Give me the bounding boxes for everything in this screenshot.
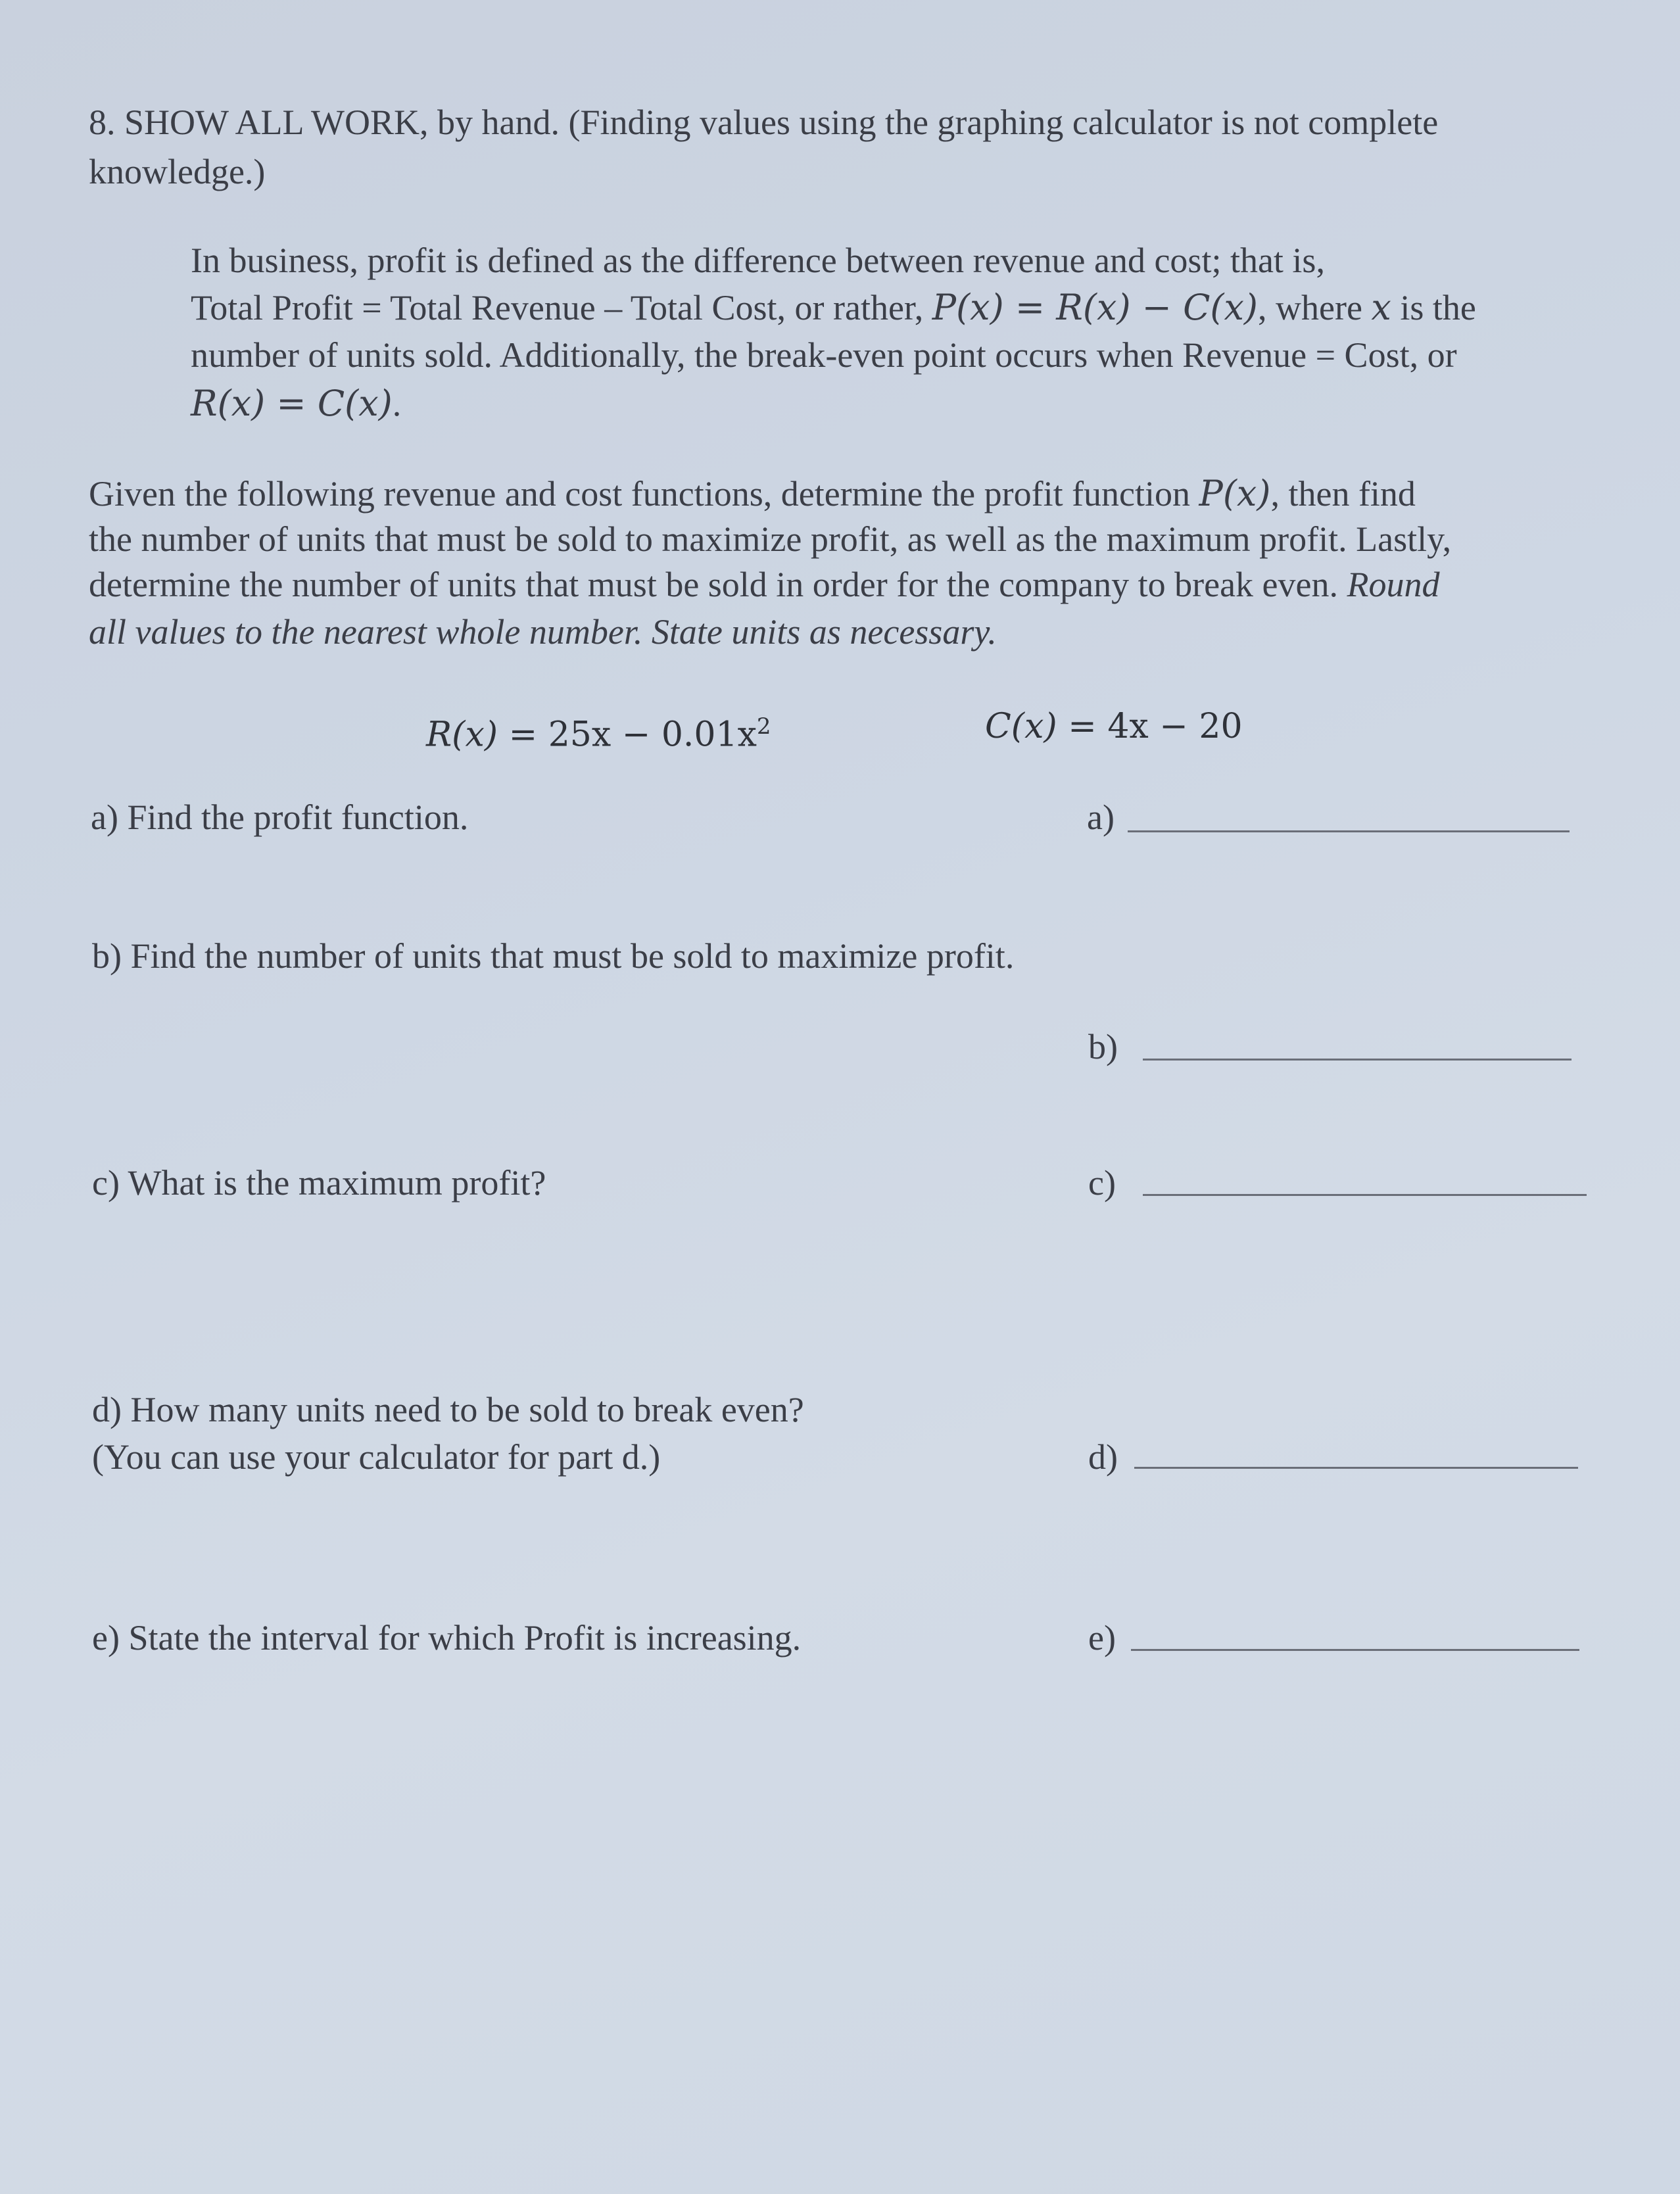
part-b-answer-label: b)	[1088, 1027, 1118, 1066]
part-e-prompt: e) State the interval for which Profit is increasing.	[92, 1618, 802, 1657]
question-heading-line2: knowledge.)	[89, 152, 266, 191]
part-c-answer-label: c)	[1088, 1163, 1116, 1203]
part-d-prompt-line2: (You can use your calculator for part d.)	[92, 1437, 661, 1477]
intro-line2	[191, 284, 1476, 331]
instructions-line1-text-a: Given the following revenue and cost functions, determine the profit function	[89, 474, 1199, 513]
profit-definition-equation: P(x) = R(x) − C(x)	[932, 287, 1258, 328]
intro-line2-text-c: is the	[1391, 288, 1476, 327]
part-c-answer-line[interactable]	[1143, 1194, 1587, 1196]
revenue-lhs: R(x)	[426, 715, 498, 755]
intro-line2-text-a: Total Profit = Total Revenue – Total Cost, or rather,	[191, 288, 932, 327]
part-e-answer-line[interactable]	[1131, 1649, 1579, 1651]
part-d-answer-line[interactable]	[1134, 1467, 1578, 1469]
cost-equation	[985, 704, 1243, 750]
part-b-prompt: b) Find the number of units that must be sold to maximize profit.	[92, 936, 1015, 976]
part-a-answer-line[interactable]	[1128, 830, 1570, 832]
part-d-answer-label: d)	[1088, 1437, 1118, 1477]
part-d-prompt: d) How many units need to be sold to break even?	[92, 1390, 804, 1429]
intro-line2-text-b: , where	[1258, 288, 1372, 327]
revenue-rhs: = 25x − 0.01x	[498, 715, 757, 755]
instructions-round-italic: Round	[1347, 565, 1440, 604]
intro-line4-end: .	[392, 384, 402, 423]
instructions-line4: all values to the nearest whole number. State units as necessary.	[89, 612, 997, 652]
question-heading-line1: 8. SHOW ALL WORK, by hand. (Finding values using the graphing calculator is not complete	[89, 103, 1439, 142]
instructions-line3	[89, 561, 1439, 608]
break-even-equation: R(x) = C(x)	[191, 383, 393, 424]
instructions-line1-text-b: , then find	[1270, 474, 1416, 513]
instructions-line3-text-a: determine the number of units that must be sold in order for the company to break even.	[89, 565, 1347, 604]
instructions-line1	[89, 470, 1416, 517]
part-c-prompt: c) What is the maximum profit?	[92, 1163, 546, 1203]
part-a-prompt: a) Find the profit function.	[91, 798, 469, 837]
variable-x: x	[1371, 287, 1391, 328]
intro-line3: number of units sold. Additionally, the break-even point occurs when Revenue = Cost, or	[191, 335, 1457, 375]
part-e-answer-label: e)	[1088, 1618, 1116, 1657]
part-a-answer-label: a)	[1087, 798, 1115, 837]
part-b-answer-line[interactable]	[1143, 1059, 1572, 1061]
profit-function-symbol: P(x)	[1199, 473, 1271, 514]
instructions-line2: the number of units that must be sold to maximize profit, as well as the maximum profit. Lastly,	[89, 519, 1452, 559]
revenue-equation	[426, 704, 771, 757]
intro-line1: In business, profit is defined as the difference between revenue and cost; that is,	[191, 241, 1325, 280]
revenue-exponent: 2	[756, 713, 771, 740]
intro-line4	[191, 380, 401, 427]
cost-rhs: = 4x − 20	[1057, 707, 1243, 746]
cost-lhs: C(x)	[985, 707, 1057, 746]
